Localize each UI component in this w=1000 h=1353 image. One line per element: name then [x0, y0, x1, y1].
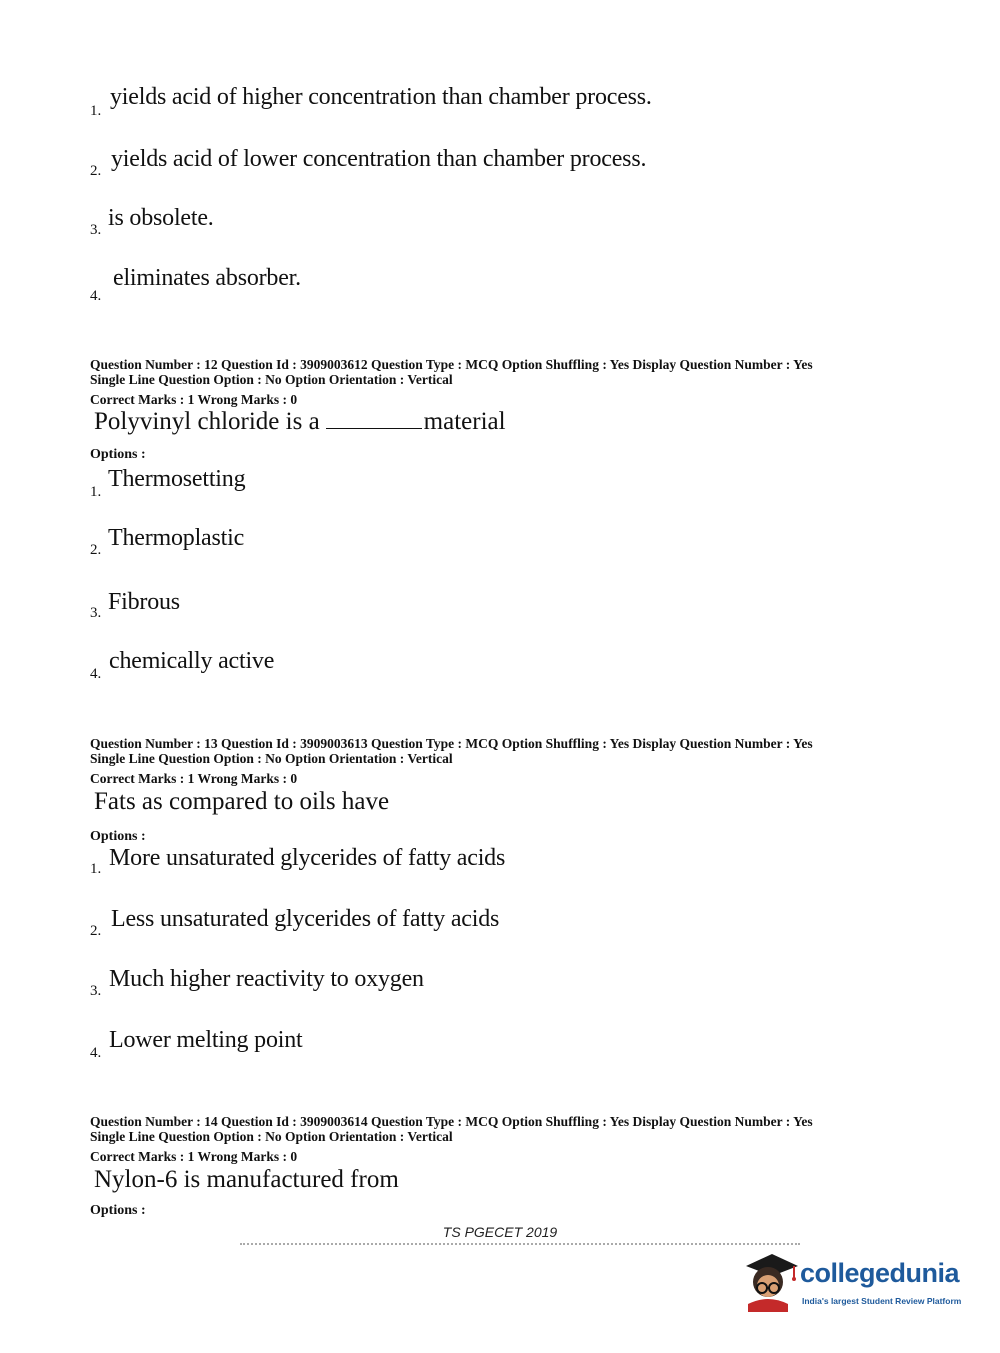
question-text-after: material: [423, 408, 506, 435]
option-text: eliminates absorber.: [113, 265, 301, 291]
options-label: Options :: [90, 447, 146, 462]
footer-divider: [240, 1243, 800, 1247]
option-text: Fibrous: [108, 589, 180, 615]
option-number: 2.: [90, 923, 102, 939]
option-text: More unsaturated glycerides of fatty acids: [109, 845, 506, 871]
option-text: Thermosetting: [108, 466, 246, 492]
collegedunia-logo: [742, 1248, 972, 1312]
option-number: 3.: [90, 605, 102, 621]
question-meta-line1: Question Number : 14 Question Id : 3909003614 Question Type : MCQ Option Shuffling : Yes Display Question Number : Yes: [90, 1114, 813, 1129]
option-number: 2.: [90, 542, 102, 558]
option-text: is obsolete.: [108, 205, 214, 231]
option-text: Lower melting point: [109, 1027, 303, 1053]
fill-in-blank: [326, 410, 422, 429]
question-marks: Correct Marks : 1 Wrong Marks : 0: [90, 1149, 298, 1164]
option-text: chemically active: [109, 648, 275, 674]
question-text: Nylon-6 is manufactured from: [94, 1166, 399, 1193]
question-meta-line2: Single Line Question Option : No Option Orientation : Vertical: [90, 372, 453, 387]
option-number: 3.: [90, 222, 102, 238]
option-number: 4.: [90, 288, 102, 304]
option-number: 2.: [90, 163, 102, 179]
question-text-before: Polyvinyl chloride is a: [94, 408, 320, 435]
option-number: 1.: [90, 861, 102, 877]
option-text: yields acid of lower concentration than chamber process.: [111, 146, 647, 172]
question-meta-line1: Question Number : 13 Question Id : 3909003613 Question Type : MCQ Option Shuffling : Yes Display Question Number : Yes: [90, 736, 813, 751]
page-footer: TS PGECET 2019: [442, 1224, 558, 1240]
option-text: Less unsaturated glycerides of fatty acids: [111, 906, 500, 932]
option-text: Much higher reactivity to oxygen: [109, 966, 424, 992]
question-meta-line2: Single Line Question Option : No Option Orientation : Vertical: [90, 1129, 453, 1144]
option-text: Thermoplastic: [108, 525, 245, 551]
mascot-icon: [742, 1248, 802, 1312]
question-meta-line2: Single Line Question Option : No Option Orientation : Vertical: [90, 751, 453, 766]
option-number: 4.: [90, 1045, 102, 1061]
option-number: 1.: [90, 103, 102, 119]
question-meta-line1: Question Number : 12 Question Id : 3909003612 Question Type : MCQ Option Shuffling : Yes Display Question Number : Yes: [90, 357, 813, 372]
logo-wordmark: collegedunia: [800, 1258, 960, 1288]
options-label: Options :: [90, 829, 146, 844]
option-number: 3.: [90, 983, 102, 999]
option-number: 4.: [90, 666, 102, 682]
question-text: [94, 408, 506, 436]
option-number: 1.: [90, 484, 102, 500]
logo-tagline: India's largest Student Review Platform: [802, 1296, 962, 1306]
option-text: yields acid of higher concentration than chamber process.: [110, 84, 652, 110]
question-marks: Correct Marks : 1 Wrong Marks : 0: [90, 771, 298, 786]
question-marks: Correct Marks : 1 Wrong Marks : 0: [90, 392, 298, 407]
question-text: Fats as compared to oils have: [94, 788, 390, 815]
options-label: Options :: [90, 1203, 146, 1218]
